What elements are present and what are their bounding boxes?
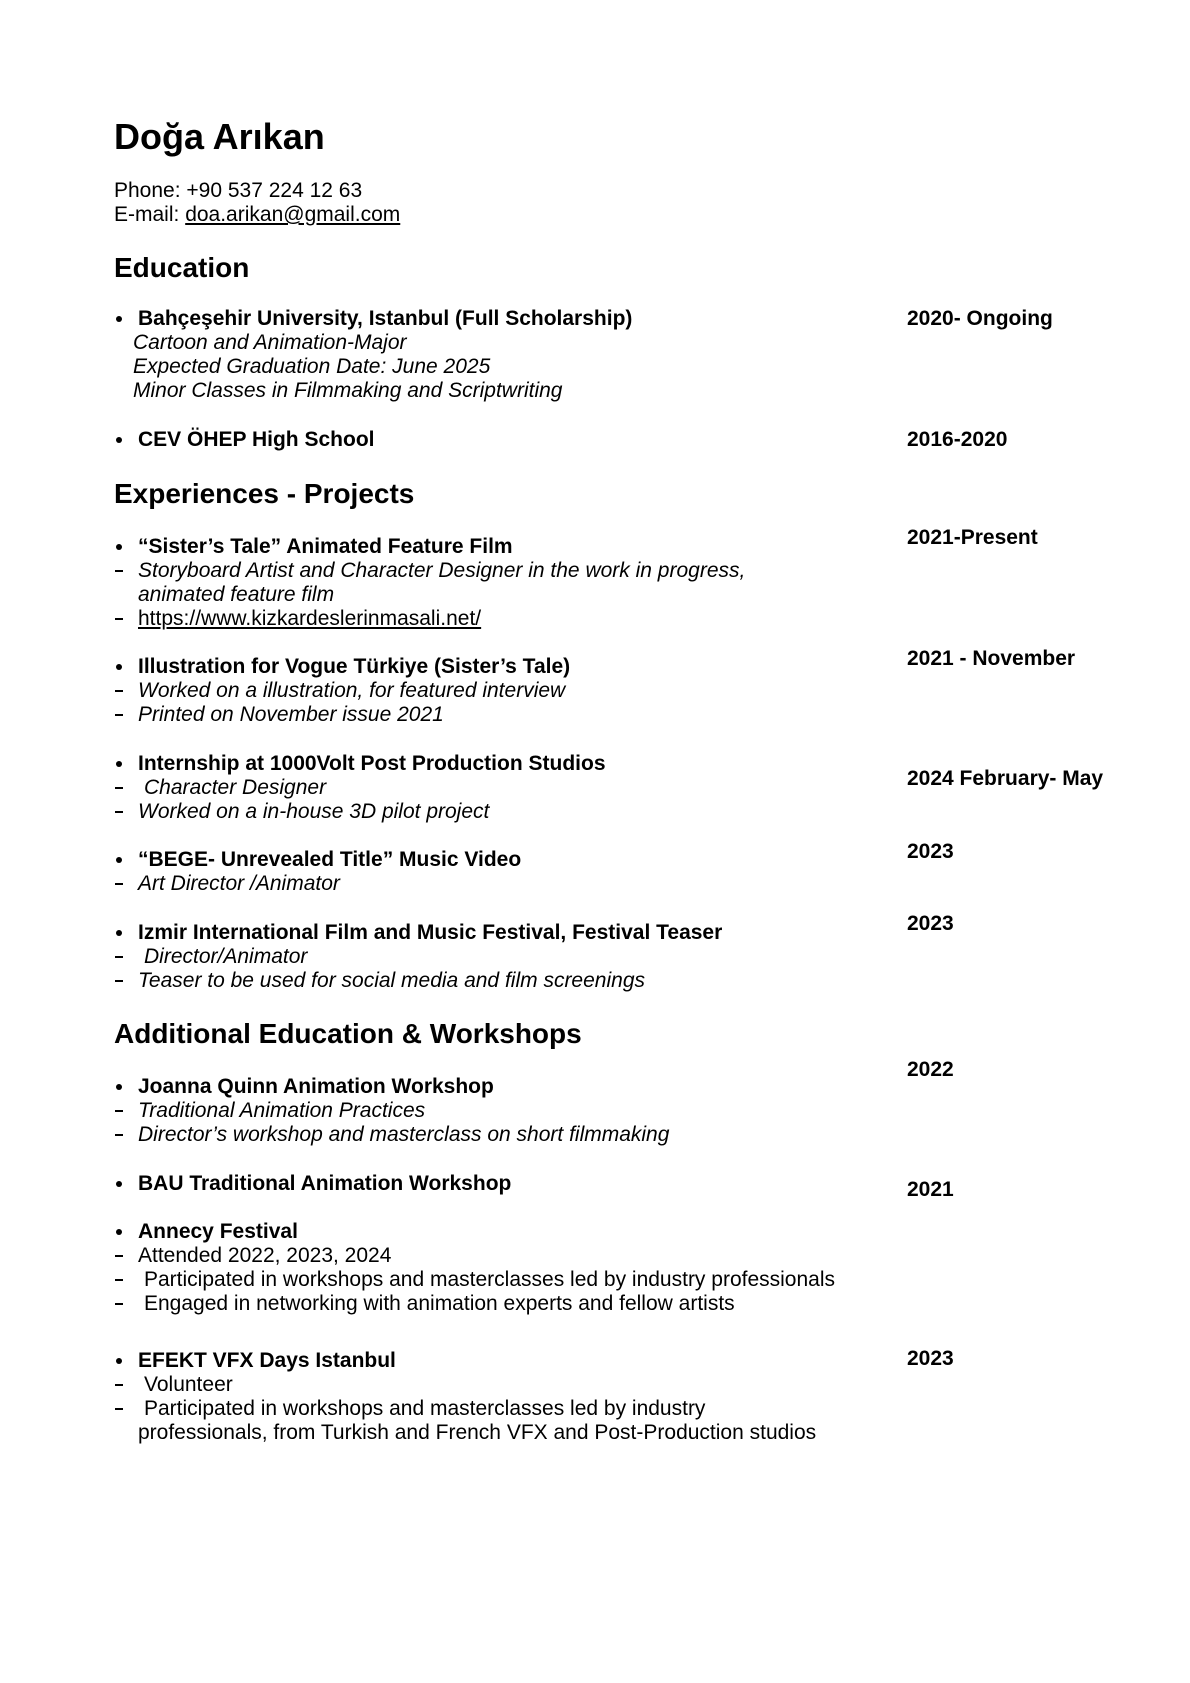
bullet-icon — [114, 535, 128, 559]
workshop-detail: Director’s workshop and masterclass on short filmmaking — [138, 1123, 670, 1146]
experience-detail: Character Designer — [144, 776, 327, 799]
workshop-detail: Attended 2022, 2023, 2024 — [138, 1244, 392, 1267]
dash-icon — [114, 679, 128, 703]
workshop-title: EFEKT VFX Days Istanbul — [138, 1349, 396, 1372]
dash-icon — [114, 1099, 128, 1123]
experience-title: Internship at 1000Volt Post Production Studios — [138, 752, 606, 775]
education-heading: Education — [114, 252, 250, 283]
workshop-date: 2023 — [907, 1347, 954, 1370]
education-title: Bahçeşehir University, Istanbul (Full Scholarship) — [138, 307, 633, 330]
email-line — [114, 203, 400, 227]
dash-icon — [114, 945, 128, 969]
experience-title: “BEGE- Unrevealed Title” Music Video — [138, 848, 522, 871]
additional-heading: Additional Education & Workshops — [114, 1018, 582, 1049]
experience-date: 2021-Present — [907, 526, 1038, 549]
email-link[interactable]: doa.arikan@gmail.com — [185, 203, 401, 226]
dash-icon — [114, 559, 128, 583]
workshop-detail: professionals, from Turkish and French VFX and Post-Production studios — [138, 1421, 817, 1444]
experience-detail: Director/Animator — [144, 945, 308, 968]
workshop-detail: Participated in workshops and masterclasses led by industry professionals — [144, 1268, 836, 1291]
resume-name: Doğa Arıkan — [114, 116, 325, 157]
bullet-icon — [114, 1349, 128, 1373]
dash-icon — [114, 1397, 128, 1421]
experience-date: 2021 - November — [907, 647, 1076, 670]
dash-icon — [114, 872, 128, 896]
bullet-icon — [114, 752, 128, 776]
experience-detail: Storyboard Artist and Character Designer in the work in progress, — [138, 559, 746, 582]
experience-detail: Worked on a in-house 3D pilot project — [138, 800, 490, 823]
dash-icon — [114, 1292, 128, 1316]
workshop-detail: Volunteer — [144, 1373, 233, 1396]
email-label: E-mail: — [114, 203, 180, 226]
workshop-detail: Traditional Animation Practices — [138, 1099, 426, 1122]
experience-detail: Worked on a illustration, for featured interview — [138, 679, 566, 702]
education-date: 2020- Ongoing — [907, 307, 1053, 330]
experience-date: 2023 — [907, 912, 954, 935]
workshop-date: 2021 — [907, 1178, 954, 1201]
dash-icon — [114, 1268, 128, 1292]
experience-detail: Art Director /Animator — [138, 872, 340, 895]
education-detail: Expected Graduation Date: June 2025 — [133, 355, 491, 378]
experience-detail: animated feature film — [138, 583, 335, 606]
bullet-icon — [114, 921, 128, 945]
bullet-icon — [114, 1220, 128, 1244]
education-detail: Minor Classes in Filmmaking and Scriptwriting — [133, 379, 563, 402]
workshop-detail: Engaged in networking with animation experts and fellow artists — [144, 1292, 735, 1315]
experience-title: “Sister’s Tale” Animated Feature Film — [138, 535, 513, 558]
dash-icon — [114, 1373, 128, 1397]
bullet-icon — [114, 1172, 128, 1196]
education-detail: Cartoon and Animation-Major — [133, 331, 407, 354]
workshop-title: Annecy Festival — [138, 1220, 298, 1243]
project-link[interactable]: https://www.kizkardeslerinmasali.net/ — [138, 607, 482, 630]
education-title: CEV ÖHEP High School — [138, 428, 375, 451]
experience-detail: Printed on November issue 2021 — [138, 703, 444, 726]
bullet-icon — [114, 655, 128, 679]
dash-icon — [114, 703, 128, 727]
experience-date: 2024 February- May — [907, 767, 1104, 790]
dash-icon — [114, 776, 128, 800]
dash-icon — [114, 607, 128, 631]
bullet-icon — [114, 307, 128, 331]
bullet-icon — [114, 428, 128, 452]
dash-icon — [114, 1244, 128, 1268]
bullet-icon — [114, 1075, 128, 1099]
phone-label: Phone: — [114, 179, 181, 202]
experience-detail: Teaser to be used for social media and film screenings — [138, 969, 645, 992]
dash-icon — [114, 969, 128, 993]
dash-icon — [114, 800, 128, 824]
dash-icon — [114, 1123, 128, 1147]
workshop-date: 2022 — [907, 1058, 954, 1081]
phone-line — [114, 179, 362, 203]
bullet-icon — [114, 848, 128, 872]
experience-title: Izmir International Film and Music Festival, Festival Teaser — [138, 921, 723, 944]
workshop-title: BAU Traditional Animation Workshop — [138, 1172, 512, 1195]
experience-heading: Experiences - Projects — [114, 478, 415, 509]
experience-title: Illustration for Vogue Türkiye (Sister’s Tale) — [138, 655, 571, 678]
workshop-title: Joanna Quinn Animation Workshop — [138, 1075, 494, 1098]
phone-number: +90 537 224 12 63 — [186, 179, 363, 202]
workshop-detail: Participated in workshops and masterclasses led by industry — [144, 1397, 706, 1420]
education-date: 2016-2020 — [907, 428, 1008, 451]
experience-date: 2023 — [907, 840, 954, 863]
